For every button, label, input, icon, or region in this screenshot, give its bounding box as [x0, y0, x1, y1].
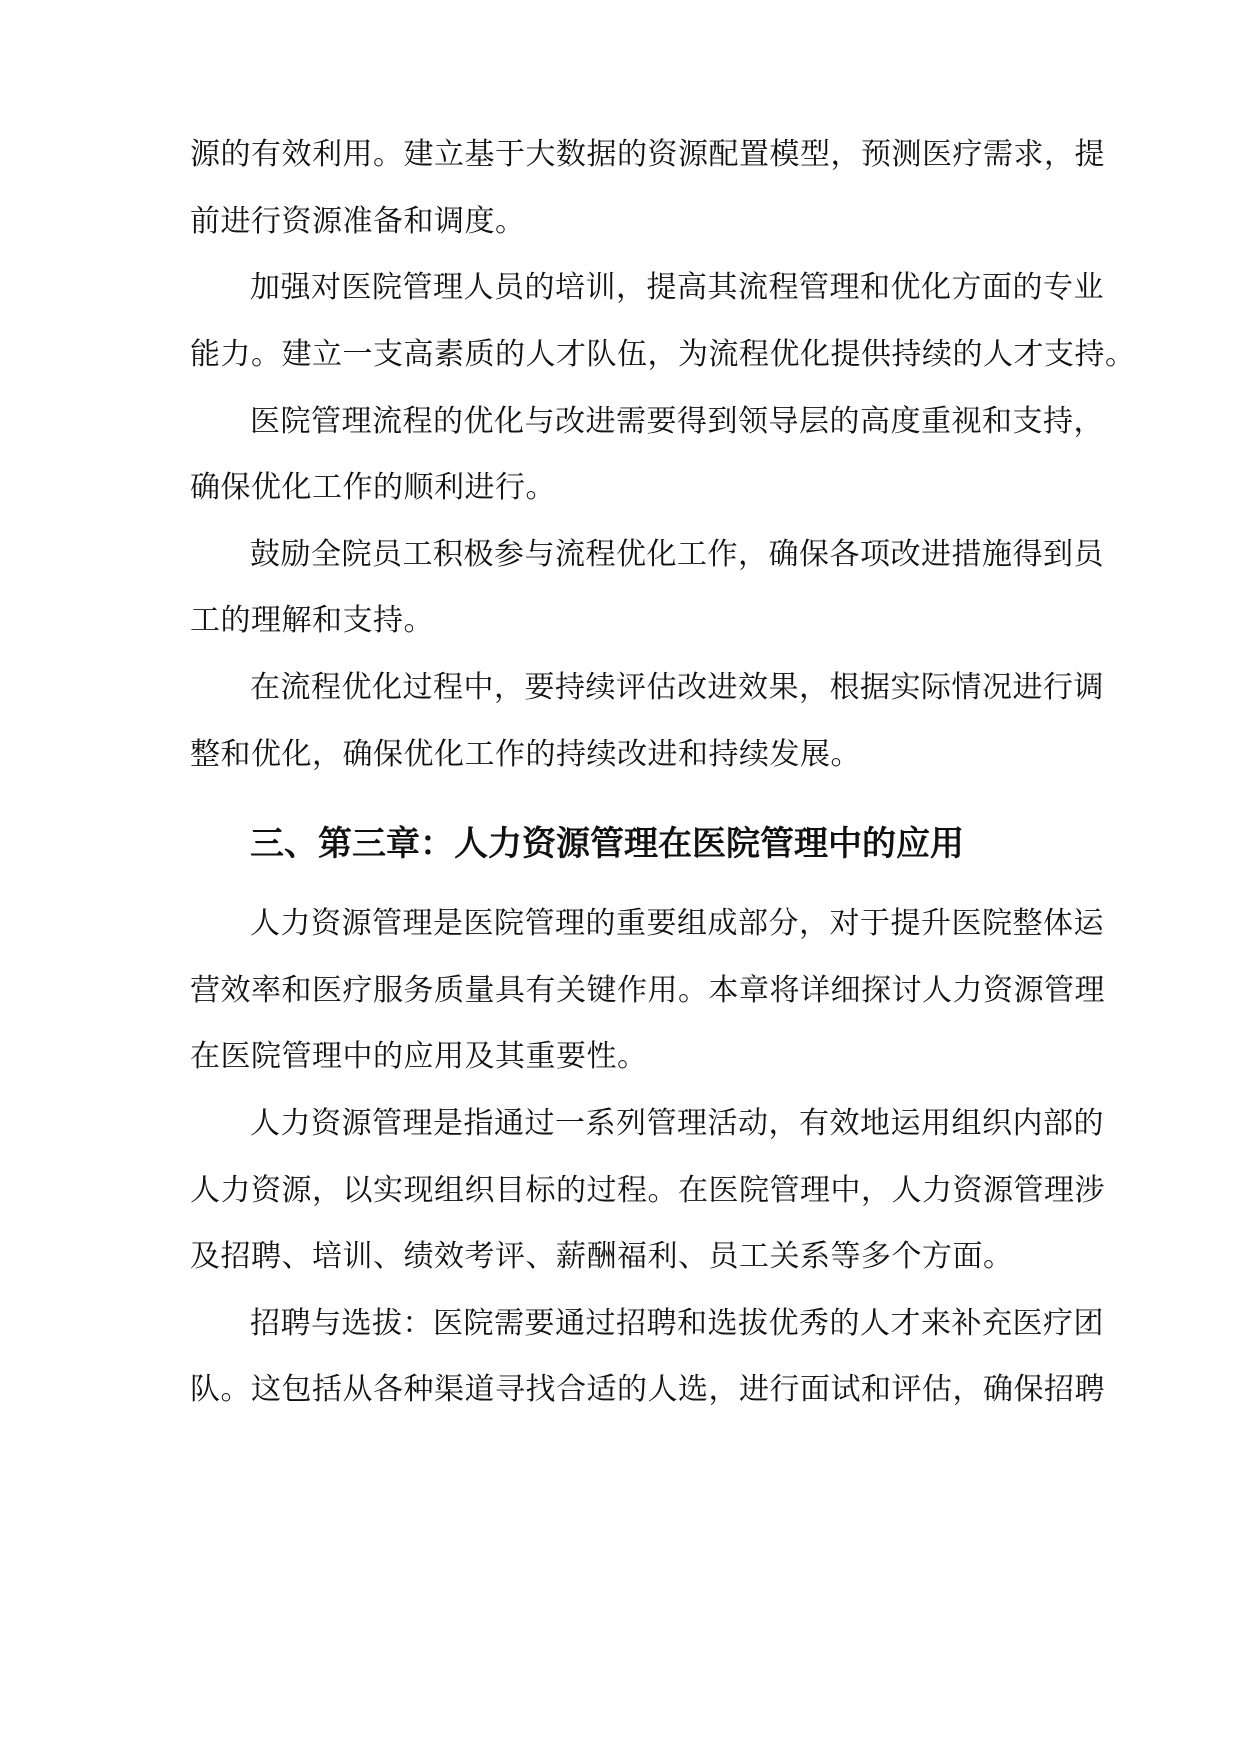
paragraph-line: 营效率和医疗服务质量具有关键作用。本章将详细探讨人力资源管理 — [190, 973, 1105, 1008]
paragraph-line: 人力资源，以实现组织目标的过程。在医院管理中，人力资源管理涉 — [190, 1173, 1105, 1208]
paragraph-line: 前进行资源准备和调度。 — [190, 204, 526, 239]
paragraph-line: 人力资源管理是医院管理的重要组成部分，对于提升医院整体运 — [250, 906, 1104, 941]
section-heading: 三、第三章：人力资源管理在医院管理中的应用 — [250, 824, 964, 864]
paragraph-line: 在流程优化过程中，要持续评估改进效果，根据实际情况进行调 — [250, 670, 1104, 705]
paragraph-line: 人力资源管理是指通过一系列管理活动，有效地运用组织内部的 — [250, 1106, 1104, 1141]
paragraph-line: 医院管理流程的优化与改进需要得到领导层的高度重视和支持， — [250, 404, 1104, 439]
paragraph-line: 加强对医院管理人员的培训，提高其流程管理和优化方面的专业 — [250, 270, 1104, 305]
paragraph-line: 源的有效利用。建立基于大数据的资源配置模型，预测医疗需求，提 — [190, 137, 1105, 172]
paragraph-line: 队。这包括从各种渠道寻找合适的人选，进行面试和评估，确保招聘 — [190, 1372, 1105, 1407]
paragraph-line: 整和优化，确保优化工作的持续改进和持续发展。 — [190, 737, 861, 772]
paragraph-line: 及招聘、培训、绩效考评、薪酬福利、员工关系等多个方面。 — [190, 1239, 1014, 1274]
paragraph-line: 能力。建立一支高素质的人才队伍，为流程优化提供持续的人才支持。 — [190, 337, 1136, 372]
paragraph-line: 确保优化工作的顺利进行。 — [190, 470, 556, 505]
paragraph-line: 在医院管理中的应用及其重要性。 — [190, 1039, 648, 1074]
paragraph-line: 工的理解和支持。 — [190, 603, 434, 638]
paragraph-line: 鼓励全院员工积极参与流程优化工作，确保各项改进措施得到员 — [250, 537, 1104, 572]
paragraph-line: 招聘与选拔：医院需要通过招聘和选拔优秀的人才来补充医疗团 — [250, 1306, 1104, 1341]
